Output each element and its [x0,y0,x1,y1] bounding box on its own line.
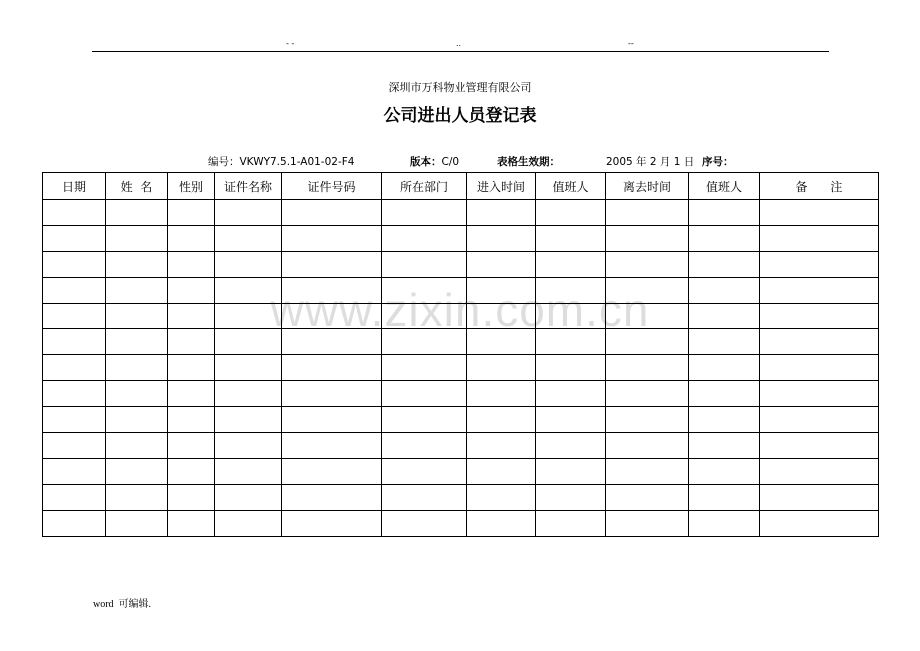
table-row [43,407,879,433]
table-cell[interactable] [382,251,467,277]
table-cell[interactable] [536,277,606,303]
table-cell[interactable] [467,484,536,510]
table-cell[interactable] [536,329,606,355]
table-cell[interactable] [689,251,760,277]
table-cell[interactable] [760,329,879,355]
table-cell[interactable] [467,225,536,251]
table-cell[interactable] [689,355,760,381]
table-cell[interactable] [536,484,606,510]
table-cell[interactable] [282,355,382,381]
table-cell[interactable] [43,433,106,459]
table-cell[interactable] [282,433,382,459]
table-cell[interactable] [382,225,467,251]
table-row [43,433,879,459]
table-cell[interactable] [760,484,879,510]
table-cell[interactable] [106,510,168,536]
table-cell[interactable] [168,225,215,251]
table-cell[interactable] [689,329,760,355]
col-duty-out: 值班人 [689,173,760,200]
table-cell[interactable] [382,433,467,459]
table-cell[interactable] [536,200,606,226]
table-cell[interactable] [689,484,760,510]
table-cell[interactable] [689,225,760,251]
table-row [43,329,879,355]
table-cell[interactable] [382,510,467,536]
col-gender: 性别 [168,173,215,200]
table-cell[interactable] [168,355,215,381]
table-cell[interactable] [606,458,689,484]
table-cell[interactable] [606,277,689,303]
col-department: 所在部门 [382,173,467,200]
table-cell[interactable] [606,510,689,536]
table-cell[interactable] [536,458,606,484]
table-row [43,277,879,303]
table-cell[interactable] [689,510,760,536]
table-cell[interactable] [106,458,168,484]
version-value: C/0 [441,156,460,168]
table-cell[interactable] [467,510,536,536]
table-cell[interactable] [282,510,382,536]
table-cell[interactable] [382,407,467,433]
col-entry-time: 进入时间 [467,173,536,200]
header-mark-right: -- [628,39,634,48]
table-cell[interactable] [760,303,879,329]
table-cell[interactable] [168,381,215,407]
table-cell[interactable] [282,329,382,355]
form-code-value: VKWY7.5.1-A01-02-F4 [239,156,355,168]
table-cell[interactable] [606,225,689,251]
table-cell[interactable] [382,458,467,484]
table-row [43,303,879,329]
table-cell[interactable] [168,303,215,329]
table-cell[interactable] [168,407,215,433]
table-cell[interactable] [606,407,689,433]
table-cell[interactable] [760,355,879,381]
table-cell[interactable] [536,225,606,251]
table-cell[interactable] [43,484,106,510]
table-cell[interactable] [467,407,536,433]
table-cell[interactable] [215,200,282,226]
table-cell[interactable] [215,251,282,277]
table-cell[interactable] [43,355,106,381]
table-row [43,381,879,407]
table-cell[interactable] [760,200,879,226]
table-cell[interactable] [467,200,536,226]
table-cell[interactable] [467,303,536,329]
table-cell[interactable] [606,484,689,510]
table-cell[interactable] [467,458,536,484]
table-cell[interactable] [689,200,760,226]
registration-table [42,172,879,537]
table-cell[interactable] [760,277,879,303]
footer-note: word 可编辑. [93,599,152,610]
table-cell[interactable] [215,303,282,329]
form-code [208,155,354,169]
table-cell[interactable] [43,458,106,484]
col-id-type: 证件名称 [215,173,282,200]
table-cell[interactable] [282,484,382,510]
col-duty-in: 值班人 [536,173,606,200]
version-label: 版本： [410,156,442,168]
table-cell[interactable] [760,407,879,433]
col-id-number: 证件号码 [282,173,382,200]
col-date: 日期 [43,173,106,200]
table-cell[interactable] [689,407,760,433]
table-cell[interactable] [43,200,106,226]
col-exit-time: 离去时间 [606,173,689,200]
table-cell[interactable] [536,355,606,381]
table-cell[interactable] [536,251,606,277]
table-cell[interactable] [43,407,106,433]
table-cell[interactable] [467,277,536,303]
table-row [43,355,879,381]
table-cell[interactable] [689,303,760,329]
table-cell[interactable] [689,433,760,459]
table-cell[interactable] [606,251,689,277]
table-cell[interactable] [282,381,382,407]
table-cell[interactable] [467,381,536,407]
table-cell[interactable] [536,407,606,433]
table-cell[interactable] [106,433,168,459]
table-cell[interactable] [215,225,282,251]
col-remarks: 备 注 [760,173,879,200]
table-row [43,458,879,484]
table-cell[interactable] [382,277,467,303]
table-cell[interactable] [606,200,689,226]
table-row [43,510,879,536]
table-cell[interactable] [282,458,382,484]
table-cell[interactable] [606,329,689,355]
table-cell[interactable] [382,484,467,510]
table-cell[interactable] [168,433,215,459]
table-cell[interactable] [43,303,106,329]
table-row [43,484,879,510]
table-cell[interactable] [382,329,467,355]
table-cell[interactable] [606,303,689,329]
table-cell[interactable] [43,277,106,303]
form-title: 公司进出人员登记表 [383,106,537,126]
table-cell[interactable] [168,510,215,536]
table-cell[interactable] [106,251,168,277]
table-cell[interactable] [282,277,382,303]
table-cell[interactable] [382,303,467,329]
table-cell[interactable] [760,225,879,251]
effective-label: 表格生效期： [497,156,560,168]
table-cell[interactable] [215,407,282,433]
table-cell[interactable] [43,510,106,536]
table-cell[interactable] [106,200,168,226]
form-version [410,155,459,169]
table-cell[interactable] [168,329,215,355]
table-cell[interactable] [168,484,215,510]
table-cell[interactable] [536,303,606,329]
table-cell[interactable] [536,433,606,459]
table-cell[interactable] [43,381,106,407]
table-cell[interactable] [760,510,879,536]
table-cell[interactable] [106,277,168,303]
table-cell[interactable] [106,381,168,407]
table-cell[interactable] [106,484,168,510]
table-cell[interactable] [606,381,689,407]
form-code-label: 编号： [208,156,240,168]
table-cell[interactable] [282,225,382,251]
header-mark-left: - - [286,39,295,48]
table-cell[interactable] [282,407,382,433]
table-cell[interactable] [606,433,689,459]
table-cell[interactable] [382,381,467,407]
table-cell[interactable] [215,484,282,510]
table-cell[interactable] [215,381,282,407]
table-cell[interactable] [467,355,536,381]
serial-number [702,155,734,169]
table-cell[interactable] [106,225,168,251]
table-cell[interactable] [467,251,536,277]
effective-date: 2005 年 2 月 1 日 [606,156,695,168]
table-cell[interactable] [606,355,689,381]
table-row [43,225,879,251]
table-cell[interactable] [215,277,282,303]
table-cell[interactable] [282,251,382,277]
table-cell[interactable] [215,355,282,381]
table-cell[interactable] [689,458,760,484]
table-header-row [43,173,879,200]
table-cell[interactable] [43,329,106,355]
table-row [43,251,879,277]
table-cell[interactable] [536,510,606,536]
table-cell[interactable] [106,303,168,329]
table-cell[interactable] [382,200,467,226]
table-cell[interactable] [689,381,760,407]
table-cell[interactable] [467,329,536,355]
table-cell[interactable] [43,251,106,277]
header-mark-center: .. [456,39,462,48]
page-header-rule [92,51,829,52]
table-cell[interactable] [215,510,282,536]
table-cell[interactable] [467,433,536,459]
table-cell[interactable] [689,277,760,303]
table-cell[interactable] [106,355,168,381]
table-cell[interactable] [106,329,168,355]
table-cell[interactable] [282,303,382,329]
table-cell[interactable] [168,458,215,484]
company-name: 深圳市万科物业管理有限公司 [388,81,532,94]
table-cell[interactable] [760,381,879,407]
col-name: 姓 名 [106,173,168,200]
serial-label: 序号： [702,156,734,168]
table-cell[interactable] [536,381,606,407]
table-cell[interactable] [760,251,879,277]
watermark: www.zixin.com.cn [270,284,650,336]
table-cell[interactable] [760,458,879,484]
table-cell[interactable] [168,251,215,277]
table-row [43,200,879,226]
table-cell[interactable] [168,277,215,303]
table-cell[interactable] [282,200,382,226]
table-cell[interactable] [382,355,467,381]
table-cell[interactable] [43,225,106,251]
table-cell[interactable] [106,407,168,433]
table-cell[interactable] [215,433,282,459]
table-cell[interactable] [760,433,879,459]
table-cell[interactable] [168,200,215,226]
table-cell[interactable] [215,329,282,355]
table-cell[interactable] [215,458,282,484]
